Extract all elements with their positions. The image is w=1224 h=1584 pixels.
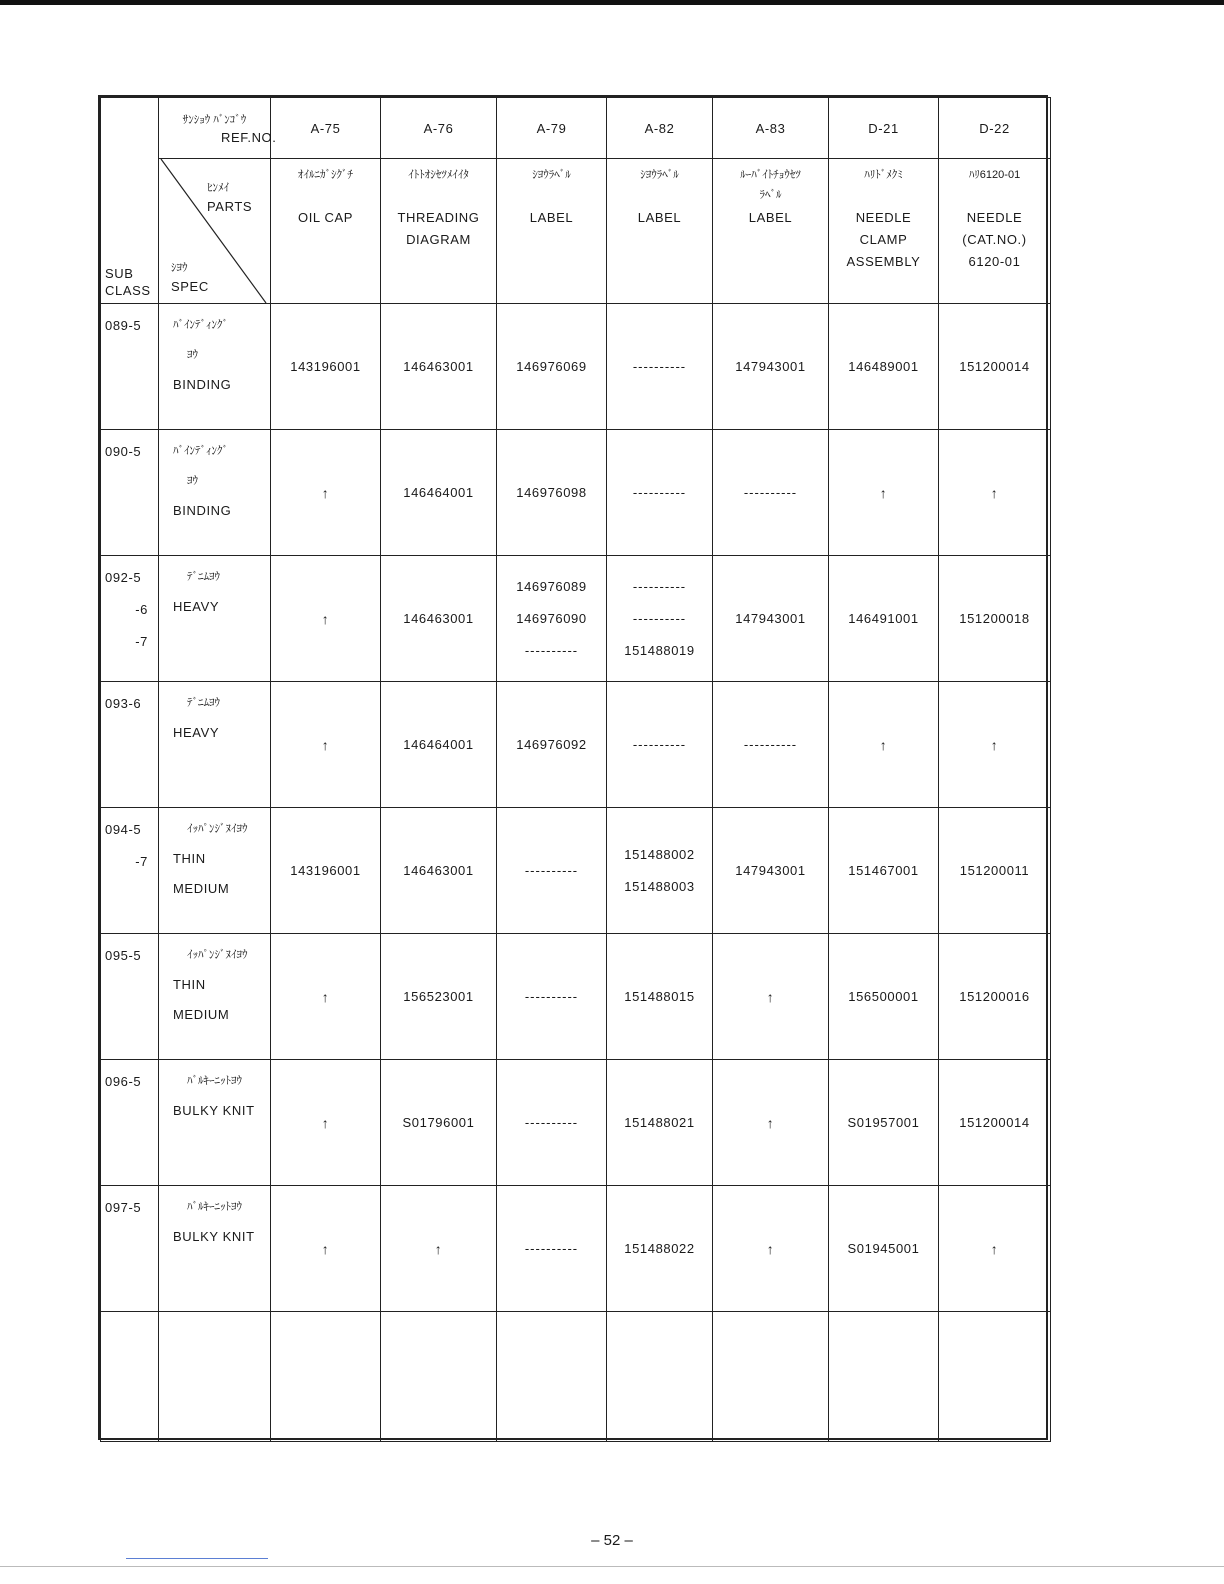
part-number: S01796001: [402, 1114, 475, 1130]
part-name-en: ASSEMBLY: [846, 254, 921, 269]
part-name-en: LABEL: [748, 210, 793, 225]
same-as-above-arrow: ↑: [434, 1240, 443, 1257]
empty-cell: [497, 1312, 607, 1442]
not-applicable-dash: ----------: [524, 1240, 579, 1256]
not-applicable-dash: ----------: [632, 610, 687, 626]
part-number: 151488002: [624, 846, 695, 862]
spec-cell: [159, 430, 271, 556]
part-number-cell: [939, 682, 1051, 808]
spec-cell: [159, 682, 271, 808]
parts-table-body: [101, 304, 1051, 1312]
subclass-label-sub: SUB: [105, 266, 134, 281]
ref-number-header: A-83: [713, 98, 829, 159]
sub-class-cell: [101, 1186, 159, 1312]
part-number-cell: [271, 556, 381, 682]
sub-class-code: 089-5: [105, 318, 142, 333]
sub-class-code: 097-5: [105, 1200, 142, 1215]
ref-no-en: REF.NO.: [221, 130, 277, 145]
part-number-cell: [607, 556, 713, 682]
empty-cell: [271, 1312, 381, 1442]
same-as-above-arrow: ↑: [766, 988, 775, 1005]
part-name-header: [381, 159, 497, 304]
same-as-above-arrow: ↑: [321, 1114, 330, 1131]
part-number-cell: [939, 1186, 1051, 1312]
spec-name-en: THIN MEDIUM: [173, 851, 230, 896]
part-number-cell: [381, 682, 497, 808]
part-name-jp: ﾊﾘﾄﾞﾒｸﾐ: [864, 169, 903, 181]
spec-name-jp: ﾊﾞﾙｷｰﾆｯﾄﾖｳ: [187, 1075, 242, 1087]
same-as-above-arrow: ↑: [990, 1240, 999, 1257]
part-number-cell: [607, 1186, 713, 1312]
part-number: 146463001: [403, 610, 474, 626]
part-number: 147943001: [735, 358, 806, 374]
spec-name-en: BULKY KNIT: [173, 1229, 255, 1244]
spec-name-en: BULKY KNIT: [173, 1103, 255, 1118]
part-number: 151200014: [959, 358, 1030, 374]
part-number-cell: [497, 682, 607, 808]
spec-name-jp: ﾃﾞﾆﾑﾖｳ: [187, 697, 220, 709]
spec-name-en: BINDING: [173, 503, 232, 518]
same-as-above-arrow: ↑: [321, 484, 330, 501]
part-name-header: [497, 159, 607, 304]
part-number-cell: [607, 682, 713, 808]
parts-label-en: PARTS: [207, 199, 253, 214]
part-name-jp: ﾗﾍﾞﾙ: [759, 189, 782, 201]
part-name-en: 6120-01: [968, 254, 1021, 269]
spec-cell: [159, 556, 271, 682]
part-name-jp: ｼﾖｳﾗﾍﾞﾙ: [640, 169, 679, 181]
part-number-cell: [607, 430, 713, 556]
part-number: 156523001: [403, 988, 474, 1004]
parts-table-frame: [98, 95, 1048, 1440]
part-name-header: [829, 159, 939, 304]
header-parts-row: [101, 159, 1051, 304]
spec-name-jp: ﾃﾞﾆﾑﾖｳ: [187, 571, 220, 583]
spec-label-en: SPEC: [171, 279, 209, 294]
spec-name-jp: ﾊﾞﾙｷｰﾆｯﾄﾖｳ: [187, 1201, 242, 1213]
part-number-cell: [713, 1060, 829, 1186]
part-number-cell: [939, 934, 1051, 1060]
empty-cell: [939, 1312, 1051, 1442]
page-number: – 52 –: [591, 1532, 633, 1549]
part-number-cell: [829, 556, 939, 682]
part-number-cell: [829, 808, 939, 934]
part-number-cell: [271, 682, 381, 808]
part-name-header: [939, 159, 1051, 304]
table-row: [101, 430, 1051, 556]
part-number-cell: [497, 1060, 607, 1186]
part-number-cell: [271, 1186, 381, 1312]
part-name-jp: ｵｲﾙﾆｶﾞｼｸﾞﾁ: [298, 169, 353, 181]
part-number-cell: [607, 934, 713, 1060]
part-name-en: (CAT.NO.): [962, 232, 1027, 247]
part-name-en: CLAMP: [859, 232, 908, 247]
part-name-en: THREADING: [397, 210, 480, 225]
same-as-above-arrow: ↑: [990, 484, 999, 501]
part-number: 146976098: [516, 484, 587, 500]
part-number-cell: [713, 682, 829, 808]
ref-number-header: A-79: [497, 98, 607, 159]
same-as-above-arrow: ↑: [766, 1114, 775, 1131]
part-name-en: LABEL: [529, 210, 574, 225]
empty-cell: [159, 1312, 271, 1442]
empty-row: [101, 1312, 1051, 1442]
same-as-above-arrow: ↑: [879, 736, 888, 753]
same-as-above-arrow: ↑: [321, 610, 330, 627]
sub-class-code: -6: [135, 602, 148, 617]
part-number-cell: [713, 934, 829, 1060]
part-number-cell: [381, 934, 497, 1060]
ref-number-header: D-22: [939, 98, 1051, 159]
part-number-cell: [381, 556, 497, 682]
part-number: 147943001: [735, 862, 806, 878]
spec-cell: [159, 1186, 271, 1312]
ref-number-header: D-21: [829, 98, 939, 159]
spec-name-jp: ﾊﾞｲﾝﾃﾞｨﾝｸﾞ: [173, 319, 228, 331]
part-number-cell: [939, 808, 1051, 934]
same-as-above-arrow: ↑: [990, 736, 999, 753]
sub-class-cell: [101, 682, 159, 808]
part-number-cell: [381, 808, 497, 934]
part-number: 146489001: [848, 358, 919, 374]
ref-number-header: A-76: [381, 98, 497, 159]
table-row: [101, 808, 1051, 934]
part-number: 146976089: [516, 578, 587, 594]
part-name-en: NEEDLE: [855, 210, 912, 225]
part-number: 151488003: [624, 878, 695, 894]
part-number: S01945001: [847, 1240, 920, 1256]
part-name-jp: ｼﾖｳﾗﾍﾞﾙ: [532, 169, 571, 181]
empty-cell: [829, 1312, 939, 1442]
spec-cell: [159, 934, 271, 1060]
part-number-cell: [713, 556, 829, 682]
part-number-cell: [271, 808, 381, 934]
sub-class-code: 092-5: [105, 570, 142, 585]
table-row: [101, 556, 1051, 682]
part-number-cell: [497, 430, 607, 556]
spec-name-en: HEAVY: [173, 599, 220, 614]
part-number-cell: [939, 1060, 1051, 1186]
sub-class-code: 094-5: [105, 822, 142, 837]
not-applicable-dash: ----------: [632, 484, 687, 500]
spec-name-jp: ｲｯﾊﾟﾝｼﾞﾇｲﾖｳ: [187, 823, 248, 835]
spec-name-jp: ｲｯﾊﾟﾝｼﾞﾇｲﾖｳ: [187, 949, 248, 961]
part-number: 146976069: [516, 358, 587, 374]
part-name-header: [713, 159, 829, 304]
part-number: 151200011: [959, 862, 1030, 878]
part-name-header: [271, 159, 381, 304]
sub-class-code: 093-6: [105, 696, 142, 711]
empty-cell: [381, 1312, 497, 1442]
part-number: 143196001: [290, 358, 361, 374]
sub-class-code: -7: [135, 854, 148, 869]
part-number-cell: [939, 556, 1051, 682]
part-number-cell: [829, 430, 939, 556]
part-number-cell: [829, 682, 939, 808]
part-number-cell: [607, 304, 713, 430]
same-as-above-arrow: ↑: [321, 736, 330, 753]
part-number: 151488019: [624, 642, 695, 658]
not-applicable-dash: ----------: [743, 736, 798, 752]
part-name-jp: ﾊﾘ6120-01: [968, 169, 1021, 181]
part-number-cell: [497, 556, 607, 682]
empty-cell: [101, 1312, 159, 1442]
table-row: [101, 682, 1051, 808]
not-applicable-dash: ----------: [632, 578, 687, 594]
table-row: [101, 1060, 1051, 1186]
spec-cell: [159, 1060, 271, 1186]
bottom-rule: [0, 1566, 1224, 1567]
part-number-cell: [497, 934, 607, 1060]
sub-class-cell: [101, 304, 159, 430]
part-number-cell: [713, 1186, 829, 1312]
same-as-above-arrow: ↑: [321, 988, 330, 1005]
sub-class-cell: [101, 808, 159, 934]
sub-class-code: -7: [135, 634, 148, 649]
same-as-above-arrow: ↑: [766, 1240, 775, 1257]
spec-cell: [159, 808, 271, 934]
part-number-cell: [829, 304, 939, 430]
part-number: 147943001: [735, 610, 806, 626]
spec-name-en: THIN MEDIUM: [173, 977, 230, 1022]
part-number-cell: [271, 934, 381, 1060]
part-number-cell: [829, 1186, 939, 1312]
part-number: 151488022: [624, 1240, 695, 1256]
part-number-cell: [713, 808, 829, 934]
spec-name-en: BINDING: [173, 377, 232, 392]
part-number: 151200018: [959, 610, 1030, 626]
ref-no-header: [159, 98, 277, 159]
sub-class-cell: [101, 1060, 159, 1186]
part-number-cell: [497, 304, 607, 430]
part-name-en: NEEDLE: [966, 210, 1023, 225]
part-name-jp: ﾙｰﾊﾞｲﾄﾁｮｳｾﾂ: [740, 169, 801, 181]
part-number: 146463001: [403, 862, 474, 878]
spec-name-jp: ﾊﾞｲﾝﾃﾞｨﾝｸﾞ: [173, 445, 228, 457]
part-name-en: DIAGRAM: [406, 232, 471, 247]
top-border: [0, 0, 1224, 5]
part-name-jp: ｲﾄﾄｵｼｾﾂﾒｲｲﾀ: [408, 169, 469, 181]
parts-spec-diagonal-header: [159, 159, 271, 304]
part-number-cell: [271, 1060, 381, 1186]
table-row: [101, 934, 1051, 1060]
part-number: 151200014: [959, 1114, 1030, 1130]
header-ref-row: [101, 98, 1051, 159]
part-number: 156500001: [848, 988, 919, 1004]
part-number: 151488021: [624, 1114, 695, 1130]
parts-table: [100, 97, 1051, 1442]
part-number-cell: [713, 304, 829, 430]
not-applicable-dash: ----------: [632, 736, 687, 752]
sub-class-code: 096-5: [105, 1074, 142, 1089]
not-applicable-dash: ----------: [524, 988, 579, 1004]
part-number: 143196001: [290, 862, 361, 878]
table-row: [101, 1186, 1051, 1312]
part-number-cell: [607, 1060, 713, 1186]
part-number-cell: [497, 1186, 607, 1312]
sub-class-code: 095-5: [105, 948, 142, 963]
part-number-cell: [607, 808, 713, 934]
ref-no-jp: ｻﾝｼｮｳ ﾊﾞﾝｺﾞｳ: [182, 114, 247, 126]
same-as-above-arrow: ↑: [321, 1240, 330, 1257]
sub-class-code: 090-5: [105, 444, 142, 459]
part-number-cell: [381, 1186, 497, 1312]
ref-number-header: A-75: [271, 98, 381, 159]
subclass-header: [101, 98, 159, 304]
not-applicable-dash: ----------: [524, 862, 579, 878]
sub-class-cell: [101, 430, 159, 556]
part-number: 146464001: [403, 484, 474, 500]
part-name-en: OIL CAP: [297, 210, 353, 225]
part-number-cell: [829, 1060, 939, 1186]
not-applicable-dash: ----------: [524, 1114, 579, 1130]
footer-rule: [126, 1558, 268, 1559]
not-applicable-dash: ----------: [632, 358, 687, 374]
part-number: 151200016: [959, 988, 1030, 1004]
part-number-cell: [381, 1060, 497, 1186]
spec-name-jp: ﾖｳ: [187, 349, 198, 361]
table-row: [101, 304, 1051, 430]
empty-cell: [713, 1312, 829, 1442]
not-applicable-dash: ----------: [524, 642, 579, 658]
part-number: 146463001: [403, 358, 474, 374]
ref-number-header: A-82: [607, 98, 713, 159]
part-number: S01957001: [847, 1114, 920, 1130]
part-number: 151467001: [848, 862, 919, 878]
parts-label-jp: ﾋﾝﾒｲ: [207, 182, 229, 194]
part-number-cell: [497, 808, 607, 934]
part-number-cell: [829, 934, 939, 1060]
subclass-label-class: CLASS: [105, 283, 151, 298]
part-number-cell: [381, 430, 497, 556]
part-number: 146464001: [403, 736, 474, 752]
part-number-cell: [271, 430, 381, 556]
part-number-cell: [271, 304, 381, 430]
part-name-header: [607, 159, 713, 304]
part-number: 146976092: [516, 736, 587, 752]
sub-class-cell: [101, 934, 159, 1060]
spec-label-jp: ｼﾖｳ: [171, 262, 188, 274]
spec-cell: [159, 304, 271, 430]
same-as-above-arrow: ↑: [879, 484, 888, 501]
spec-name-jp: ﾖｳ: [187, 475, 198, 487]
part-number-cell: [713, 430, 829, 556]
empty-cell: [607, 1312, 713, 1442]
part-number-cell: [939, 430, 1051, 556]
part-name-en: LABEL: [637, 210, 682, 225]
spec-name-en: HEAVY: [173, 725, 220, 740]
sub-class-cell: [101, 556, 159, 682]
part-number-cell: [939, 304, 1051, 430]
not-applicable-dash: ----------: [743, 484, 798, 500]
part-number-cell: [381, 304, 497, 430]
part-number: 151488015: [624, 988, 695, 1004]
part-number: 146491001: [848, 610, 919, 626]
part-number: 146976090: [516, 610, 587, 626]
